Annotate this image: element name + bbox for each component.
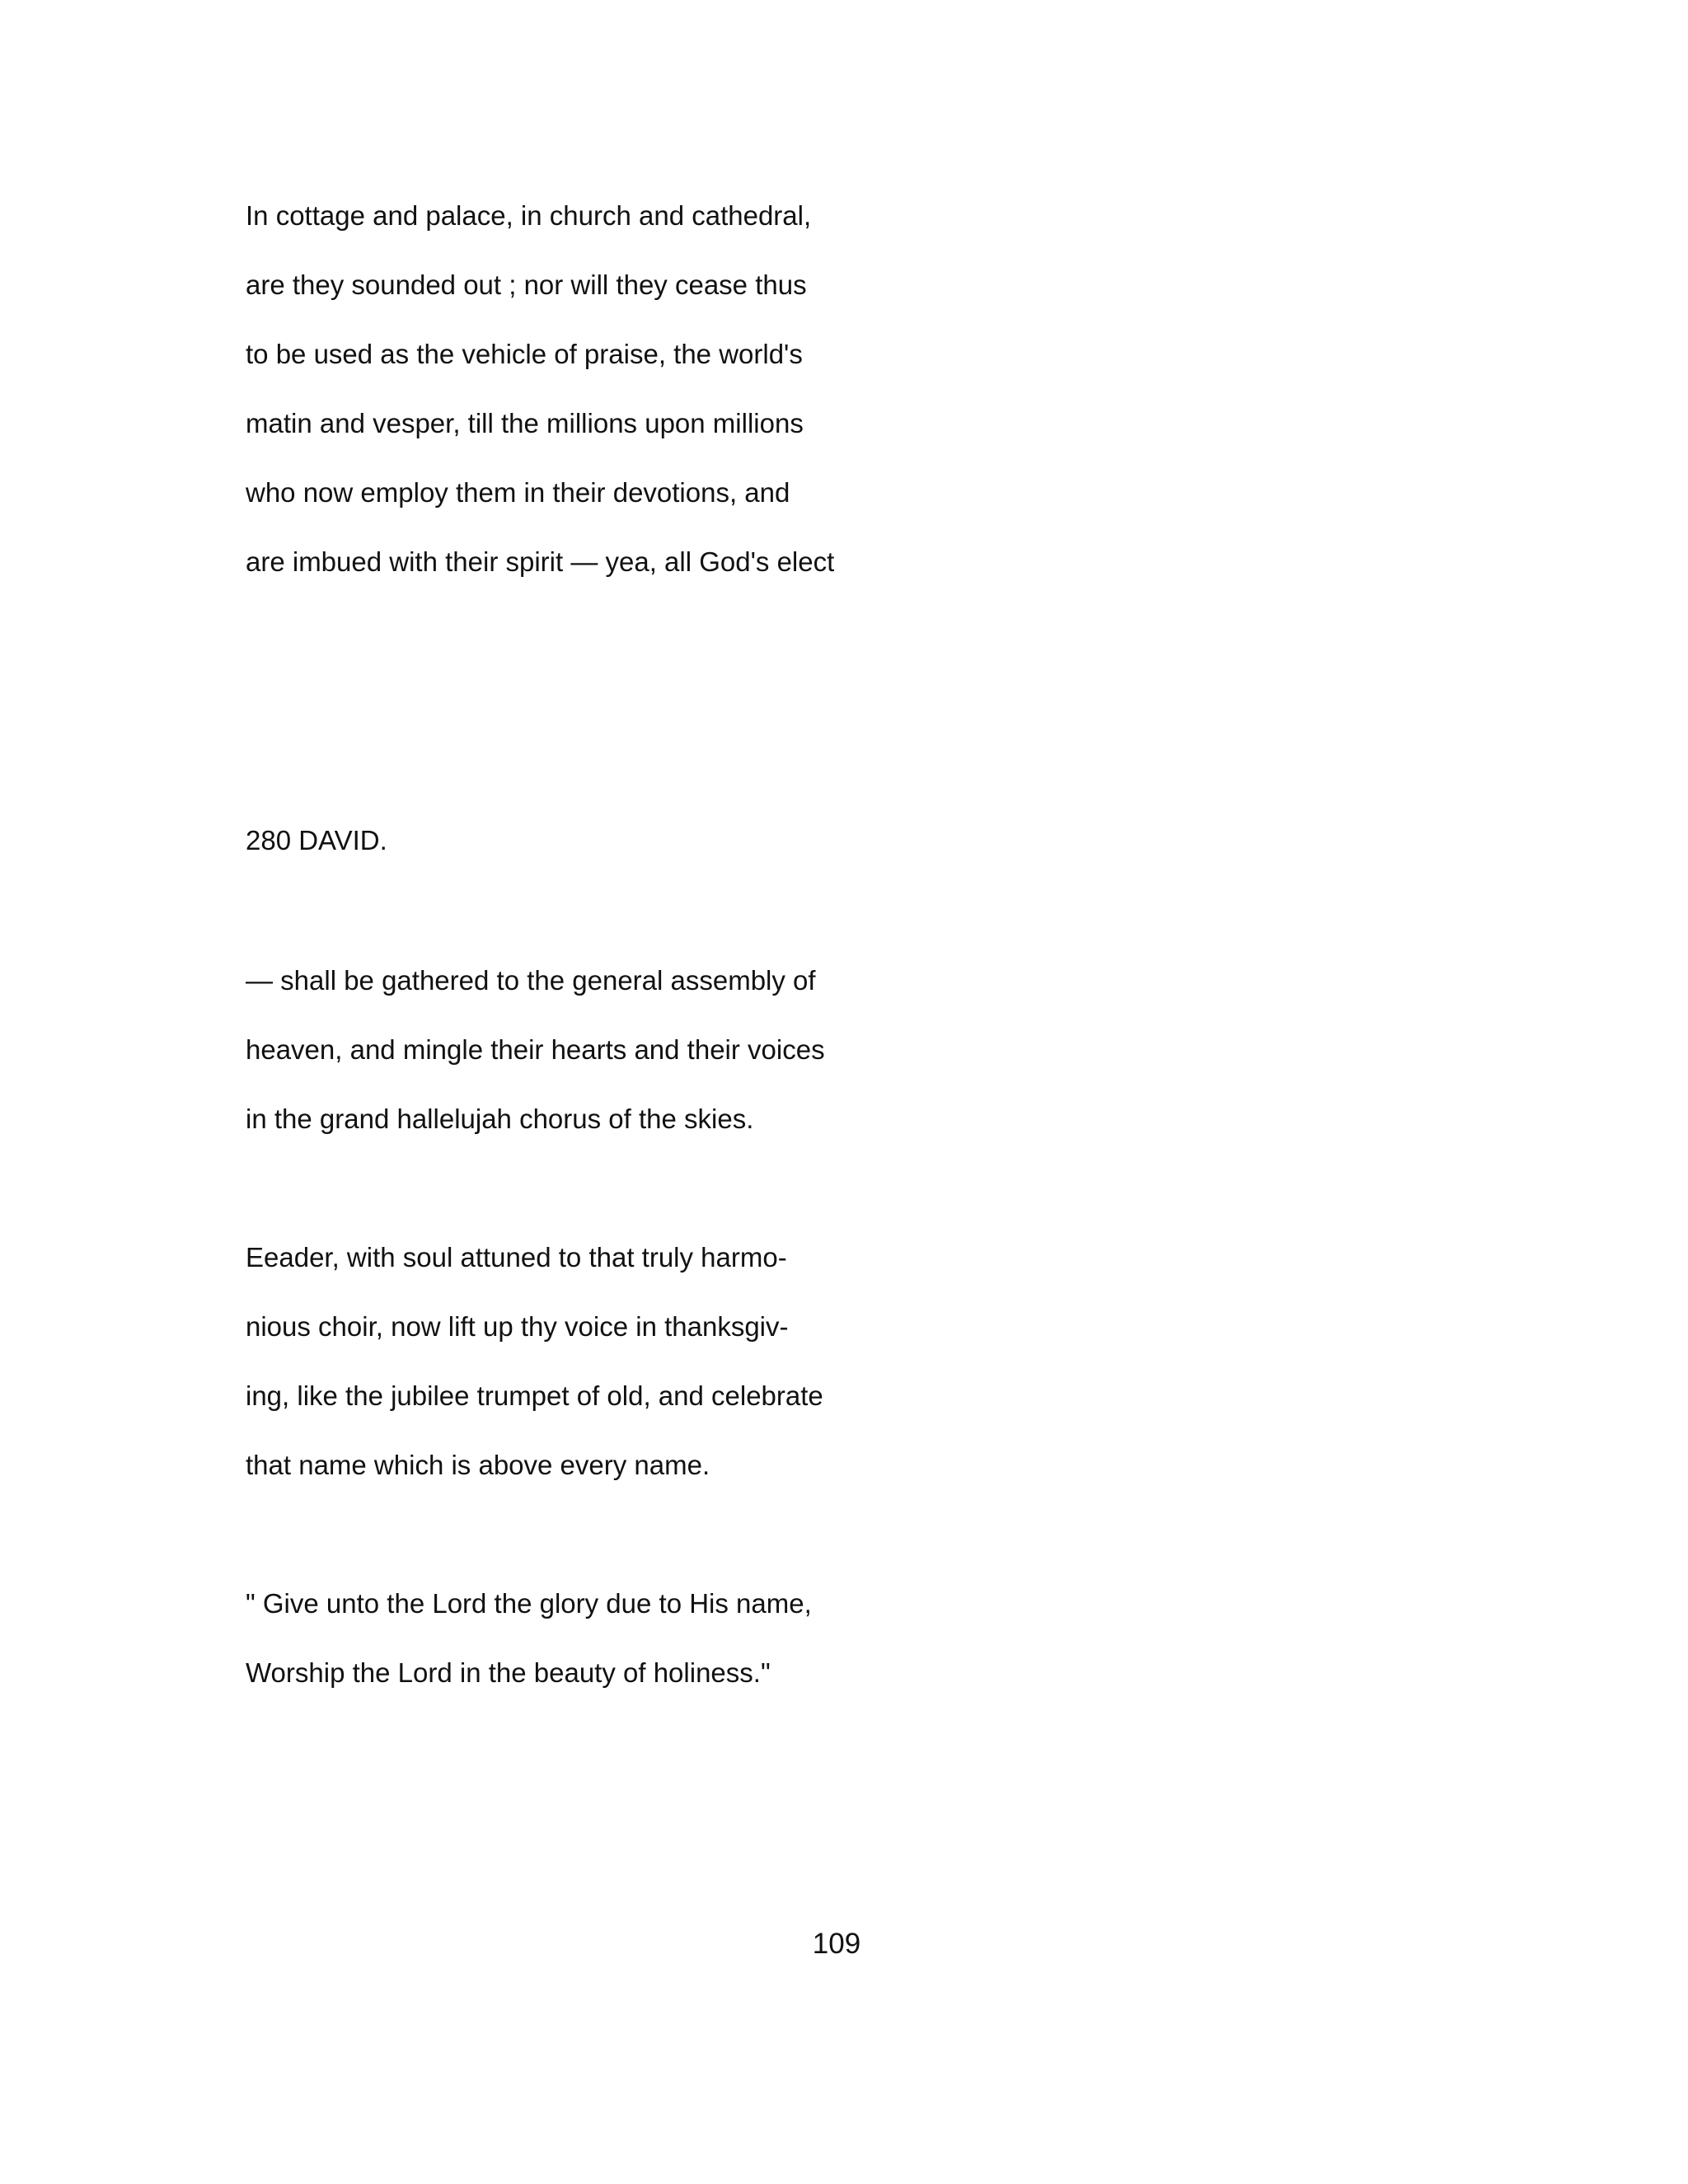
quote-line: " Give unto the Lord the glory due to His name, <box>246 1588 812 1619</box>
text-line: nious choir, now lift up thy voice in thanksgiv- <box>246 1311 789 1342</box>
text-line: Eeader, with soul attuned to that truly harmo- <box>246 1242 787 1272</box>
text-line: In cottage and palace, in church and cathedral, <box>246 200 812 231</box>
running-header: 280 DAVID. <box>246 825 387 855</box>
text-line: that name which is above every name. <box>246 1450 710 1480</box>
text-line: to be used as the vehicle of praise, the world's <box>246 339 803 369</box>
text-line: in the grand hallelujah chorus of the skies. <box>246 1104 754 1134</box>
quote-line: Worship the Lord in the beauty of holiness." <box>246 1657 771 1688</box>
text-line: — shall be gathered to the general assembly of <box>246 965 816 996</box>
text-line: are they sounded out ; nor will they cease thus <box>246 269 807 300</box>
text-line: are imbued with their spirit — yea, all God's elect <box>246 546 835 577</box>
text-line: matin and vesper, till the millions upon millions <box>246 408 804 438</box>
text-line: who now employ them in their devotions, and <box>246 477 790 508</box>
text-line: heaven, and mingle their hearts and their voices <box>246 1034 825 1065</box>
page-number: 109 <box>812 1928 861 1960</box>
text-line: ing, like the jubilee trumpet of old, and celebrate <box>246 1380 823 1411</box>
